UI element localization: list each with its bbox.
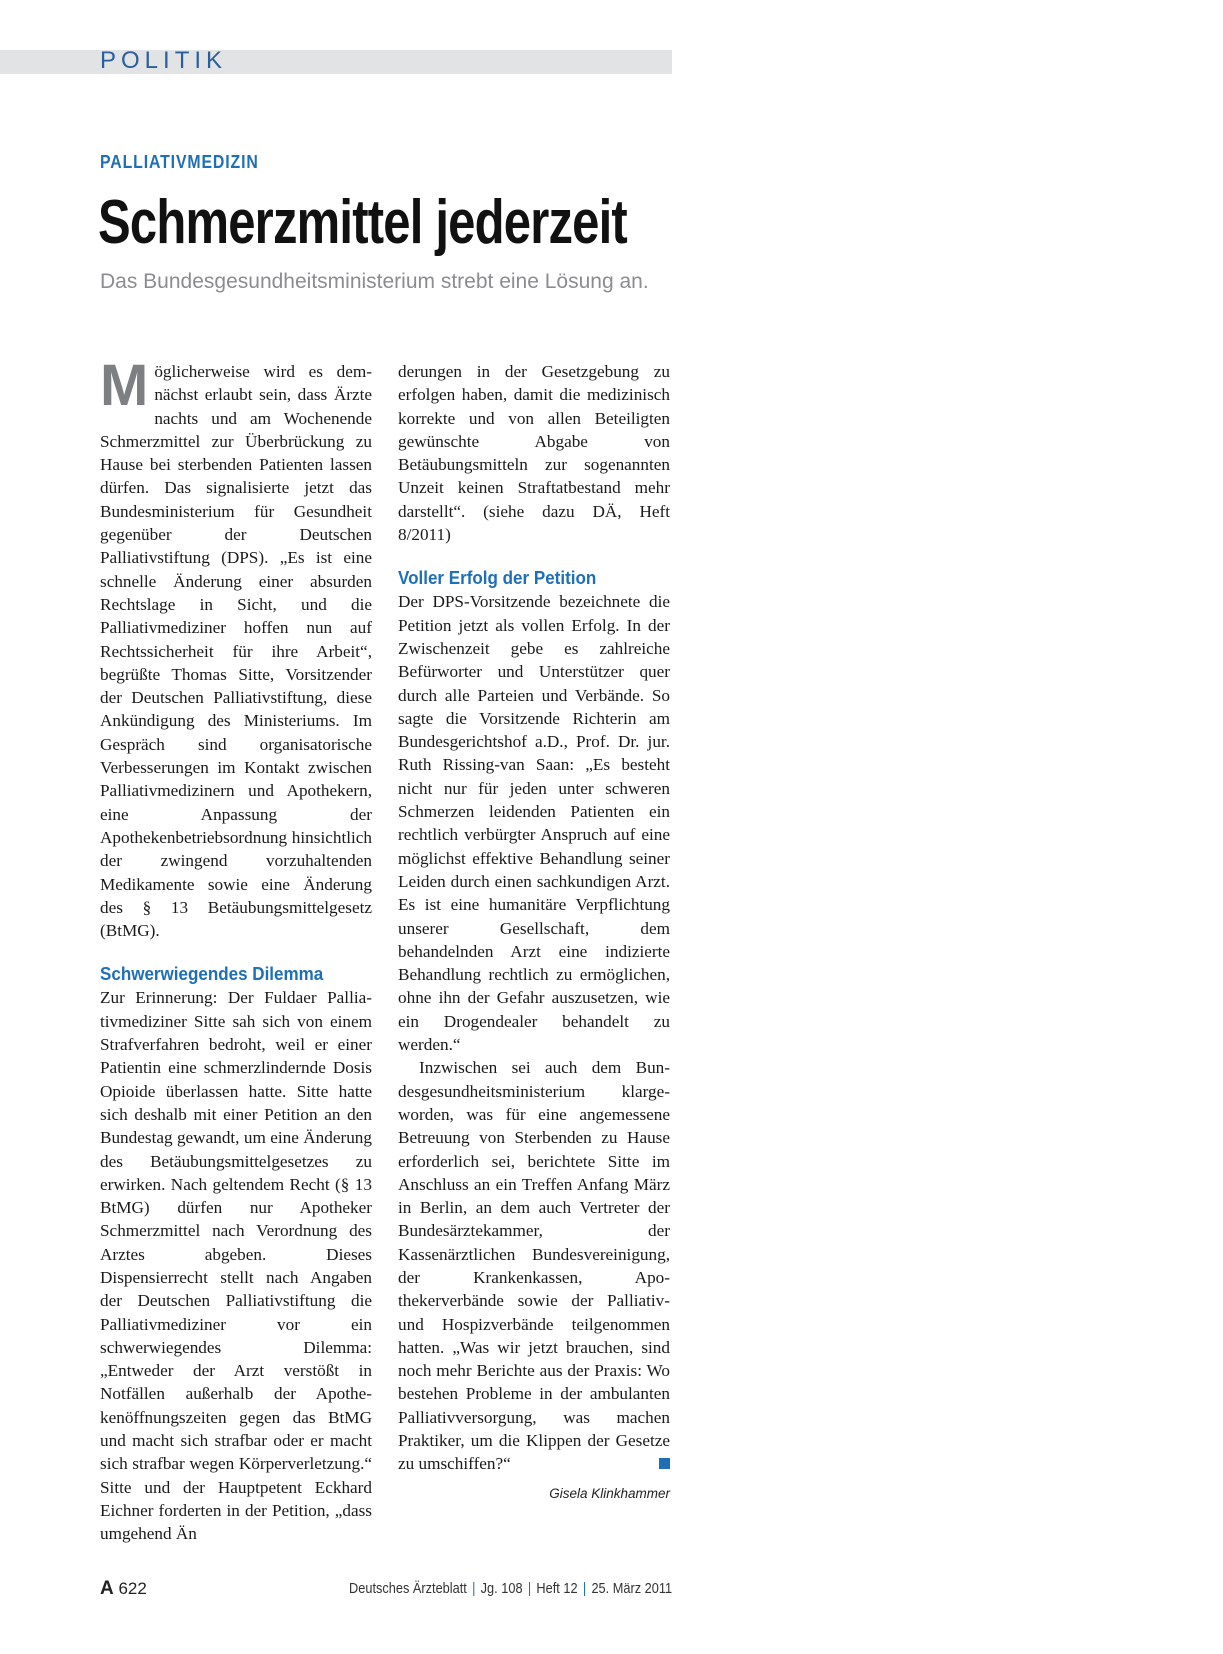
body-paragraph: derungen in der Gesetzgebung zu erfolgen haben, damit die medizinisch korrekte und von allen Beteiligten gewünschte Abgabe von Betäubungsmitteln zur sogenannten Unzeit keinen Straftatbestand mehr darstellt“. (siehe dazu DÄ, Heft 8/2011)	[398, 362, 670, 545]
footer-separator: |	[471, 1581, 476, 1597]
journal-issue: Heft 12	[536, 1581, 578, 1597]
body-paragraph: Zur Erinnerung: Der Fuldaer Palliativmediziner Sitte sah sich von einem Strafverfahren bedroht, weil er einer Patientin eine schmerzlindernde Dosis Opioide überlassen hatte. Sitte hatte sich deshalb mit einer Petition an den Bundestag gewandt, um eine Änderung des Betäubungsmittelgesetzes zu erwirken. Nach geltendem Recht (§ 13 BtMG) dürfen nur Apotheker Schmerzmittel nach Verordnung des Arztes abgeben. Dieses Dispensierrecht stellt nach Angaben der Deutschen Palliativstiftung die Palliativmediziner vor ein schwerwiegendes Dilemma: „Entweder der Arzt verstößt in Notfällen außerhalb der Apothekenöffnungszeiten gegen das BtMG und macht sich strafbar oder er macht sich strafbar wegen Körperverletzung.“ Sitte und der Hauptpetent Eckhard Eichner forderten in der Petition, „dass umgehend Än	[100, 988, 372, 1544]
subhead-dilemma: Schwerwiegendes Dilemma	[100, 963, 324, 985]
article-subtitle: Das Bundesgesundheitsministerium strebt eine Lösung an.	[100, 270, 649, 293]
body-paragraph: Der DPS-Vorsitzende bezeichnete die Petition jetzt als vollen Erfolg. In der Zwischenzeit gebe es zahlreiche Befürworter und Unterstützer quer durch alle Parteien und Verbände. So sagte die Vorsitzende Richterin am Bundesgerichtshof a.D., Prof. Dr. jur. Ruth Rissing-van Saan: „Es besteht nicht nur für jeden unter schweren Schmerzen leidenden Patienten ein rechtlich verbürgter Anspruch auf eine möglichst effektive Behandlung seiner Leiden durch einen sachkundigen Arzt. Es ist eine humanitäre Verpflichtung unserer Gesellschaft, dem behandelnden Arzt eine indizierte Behandlung rechtlich zu ermöglichen, ohne ihn der Gefahr auszusetzen, wie ein Drogendealer behandelt zu werden.“	[398, 592, 670, 1055]
footer-separator: |	[527, 1581, 532, 1597]
page-prefix: A	[100, 1578, 114, 1599]
section-label: POLITIK	[100, 47, 228, 74]
journal-name: Deutsches Ärzteblatt	[348, 1581, 467, 1597]
closing-paragraph	[398, 1056, 670, 1475]
article-column-left	[100, 353, 372, 1546]
article-end-marker	[659, 1458, 670, 1469]
page-number	[100, 1578, 147, 1600]
journal-date: 25. März 2011	[591, 1581, 672, 1597]
article-column-right	[398, 360, 670, 1505]
drop-cap: M	[100, 353, 149, 418]
closing-paragraph-text: Inzwischen sei auch dem Bundesgesundheitsministerium klargeworden, was für eine angemessene Betreuung von Sterbenden zu Hause erforderlich sei, berichtete Sitte im Anschluss an ein Treffen Anfang März in Berlin, an dem auch Vertreter der Bundesärztekammer, der Kassenärztlichen Bundesvereinigung, der Krankenkassen, Apothekerverbände sowie der Palliativ- und Hospizverbände teilgenommen hatten. „Was wir jetzt brauchen, sind noch mehr Berichte aus der Praxis: Wo bestehen Probleme in der ambulanten Palliativversorgung, was machen Praktiker, um die Klippen der Gesetze zu umschiffen?“	[398, 1058, 670, 1474]
article-headline: Schmerzmittel jederzeit	[98, 188, 627, 257]
intro-paragraph	[100, 353, 372, 942]
page-number-value: 622	[118, 1579, 147, 1598]
footer-separator: |	[582, 1581, 587, 1597]
subhead-petition: Voller Erfolg der Petition	[398, 567, 597, 589]
journal-volume: Jg. 108	[480, 1581, 523, 1597]
article-kicker: PALLIATIVMEDIZIN	[100, 152, 259, 172]
journal-footer	[349, 1581, 672, 1597]
author-byline: Gisela Klinkhammer	[549, 1485, 670, 1501]
intro-paragraph-text: öglicherweise wird es demnächst erlaubt sein, dass Ärzte nachts und am Wochenende Schmerzmittel zur Überbrückung zu Hause bei sterbenden Patienten lassen dürfen. Das signalisierte jetzt das Bundesministerium für Gesundheit gegenüber der Deutschen Palliativstiftung (DPS). „Es ist eine schnelle Änderung einer absurden Rechtslage in Sicht, und die Palliativmediziner hoffen nun auf Rechtssicherheit für ihre Arbeit“, begrüßte Thomas Sitte, Vorsitzender der Deutschen Palliativstiftung, diese Ankündigung des Ministeriums. Im Gespräch sind organisatorische Verbesserungen im Kontakt zwischen Palliativmedizinern und Apothekern, eine Anpassung der Apothekenbetriebsordnung hinsichtlich der zwingend vorzuhaltenden Medikamente sowie eine Änderung des § 13 Betäubungsmittelgesetz (BtMG).	[100, 362, 372, 941]
